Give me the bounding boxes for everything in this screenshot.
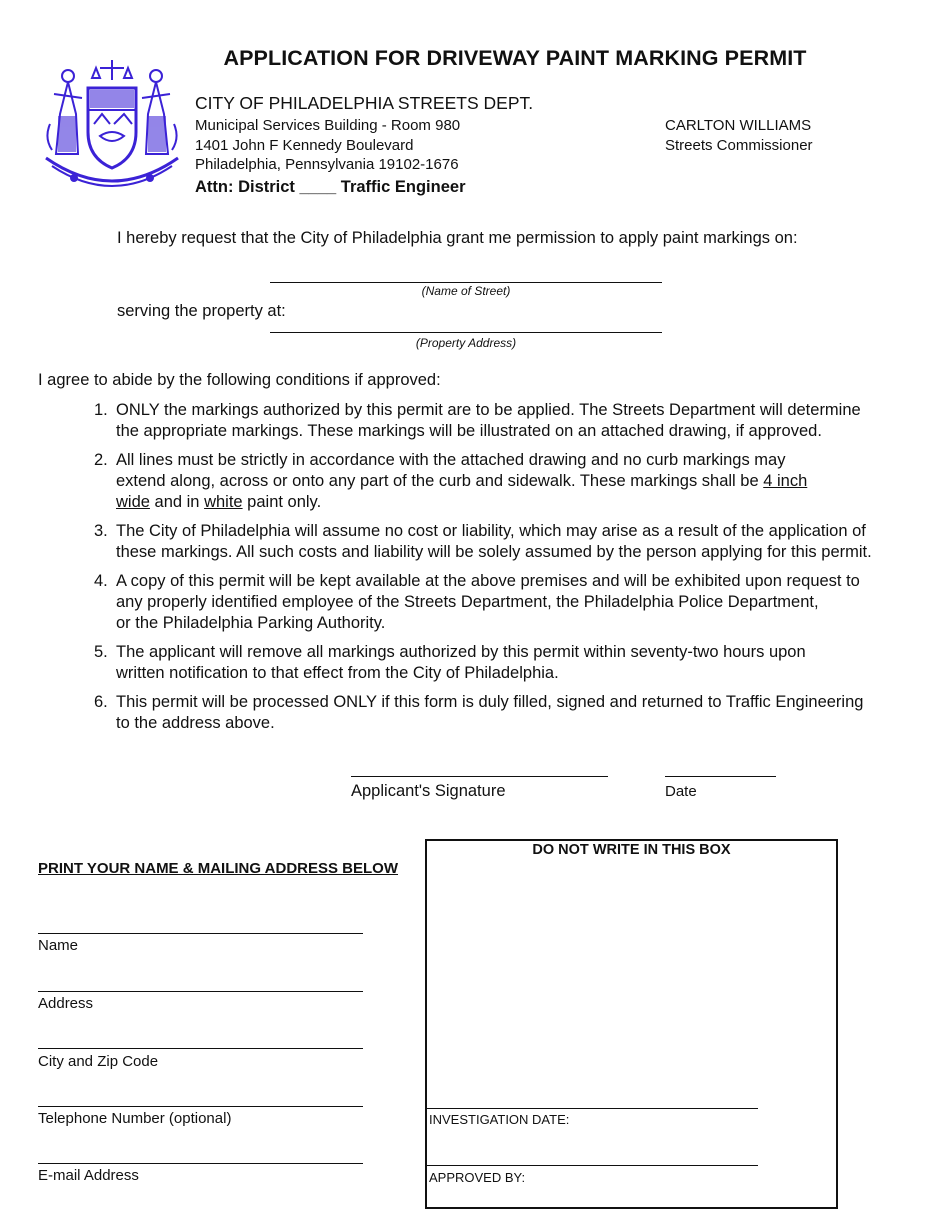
office-use-box xyxy=(425,839,838,1209)
condition-item xyxy=(90,521,920,563)
investigation-date-line xyxy=(427,1108,758,1109)
condition-number: 4. xyxy=(94,572,108,590)
condition-number: 1. xyxy=(94,401,108,419)
condition-text: the appropriate markings. These markings will be illustrated on an attached drawing, if approved. xyxy=(116,422,822,440)
address-line: Philadelphia, Pennsylvania 19102-1676 xyxy=(195,156,459,173)
property-address-field[interactable] xyxy=(270,332,662,333)
line-width-value: 4 inch xyxy=(763,472,808,490)
form-title: APPLICATION FOR DRIVEWAY PAINT MARKING PERMIT xyxy=(223,46,807,70)
commissioner-name: CARLTON WILLIAMS xyxy=(665,117,812,134)
street-name-caption: (Name of Street) xyxy=(421,284,511,298)
applicant-signature-label: Applicant's Signature xyxy=(351,782,506,800)
address-line: Municipal Services Building - Room 980 xyxy=(195,117,461,134)
condition-item xyxy=(90,642,920,684)
email-label: E-mail Address xyxy=(38,1167,139,1184)
approved-by-line xyxy=(427,1165,758,1166)
investigation-date-label: INVESTIGATION DATE: xyxy=(429,1112,570,1127)
condition-text: to the address above. xyxy=(116,714,275,732)
conditions-intro: I agree to abide by the following conditions if approved: xyxy=(38,371,441,389)
email-input-line[interactable] xyxy=(38,1163,363,1164)
commissioner-block xyxy=(665,116,813,155)
mailing-address-heading: PRINT YOUR NAME & MAILING ADDRESS BELOW xyxy=(38,860,399,877)
office-use-title: DO NOT WRITE IN THIS BOX xyxy=(532,842,731,858)
condition-text: All lines must be strictly in accordance with the attached drawing and no curb markings may xyxy=(116,451,786,469)
street-name-field[interactable] xyxy=(270,282,662,283)
condition-number: 3. xyxy=(94,522,108,540)
commissioner-title: Streets Commissioner xyxy=(665,136,813,154)
signature-date-label: Date xyxy=(665,783,697,800)
condition-text: ONLY the markings authorized by this permit are to be applied. The Streets Department will determine xyxy=(116,401,861,419)
property-address-caption: (Property Address) xyxy=(415,336,517,350)
condition-text: This permit will be processed ONLY if this form is duly filled, signed and returned to Traffic Engineering xyxy=(116,693,864,711)
condition-text: The City of Philadelphia will assume no cost or liability, which may arise as a result of the application of xyxy=(116,522,866,540)
condition-item xyxy=(90,450,920,513)
name-label: Name xyxy=(38,937,79,954)
department-address xyxy=(195,116,460,175)
signature-date-field[interactable] xyxy=(665,776,776,777)
serving-label: serving the property at: xyxy=(117,302,286,320)
condition-text: written notification to that effect from the City of Philadelphia. xyxy=(116,664,559,682)
condition-text: any properly identified employee of the Streets Department, the Philadelphia Police Department, xyxy=(116,593,819,611)
condition-text: these markings. All such costs and liability will be solely assumed by the person applying for this permit. xyxy=(116,543,872,561)
department-name: CITY OF PHILADELPHIA STREETS DEPT. xyxy=(195,93,534,113)
line-width-unit: wide xyxy=(116,493,150,511)
condition-text xyxy=(116,471,920,492)
applicant-signature-field[interactable] xyxy=(351,776,608,777)
address-line: 1401 John F Kennedy Boulevard xyxy=(195,136,414,154)
condition-text: or the Philadelphia Parking Authority. xyxy=(116,614,386,632)
condition-number: 6. xyxy=(94,693,108,711)
condition-item xyxy=(90,400,920,442)
attn-line: Attn: District ____ Traffic Engineer xyxy=(195,178,466,196)
condition-text: A copy of this permit will be kept available at the above premises and will be exhibited upon request to xyxy=(116,572,860,590)
condition-text xyxy=(116,492,920,513)
city-zip-label: City and Zip Code xyxy=(38,1053,159,1070)
condition-number: 5. xyxy=(94,643,108,661)
city-seal-logo xyxy=(38,54,186,190)
condition-number: 2. xyxy=(94,451,108,469)
condition-item xyxy=(90,692,920,734)
telephone-label: Telephone Number (optional) xyxy=(38,1110,232,1127)
approved-by-label: APPROVED BY: xyxy=(429,1170,526,1185)
condition-text-part: paint only. xyxy=(242,493,322,511)
conditions-list xyxy=(90,400,920,742)
condition-text-part: and in xyxy=(149,493,205,511)
address-input-line[interactable] xyxy=(38,991,363,992)
condition-text: The applicant will remove all markings authorized by this permit within seventy-two hours upon xyxy=(116,643,806,661)
city-zip-input-line[interactable] xyxy=(38,1048,363,1049)
name-input-line[interactable] xyxy=(38,933,363,934)
condition-text-part: extend along, across or onto any part of the curb and sidewalk. These markings shall be xyxy=(116,472,764,490)
request-statement: I hereby request that the City of Philadelphia grant me permission to apply paint markings on: xyxy=(117,229,798,247)
paint-color-value: white xyxy=(204,493,243,511)
telephone-input-line[interactable] xyxy=(38,1106,363,1107)
condition-item xyxy=(90,571,920,634)
address-label: Address xyxy=(38,995,94,1012)
